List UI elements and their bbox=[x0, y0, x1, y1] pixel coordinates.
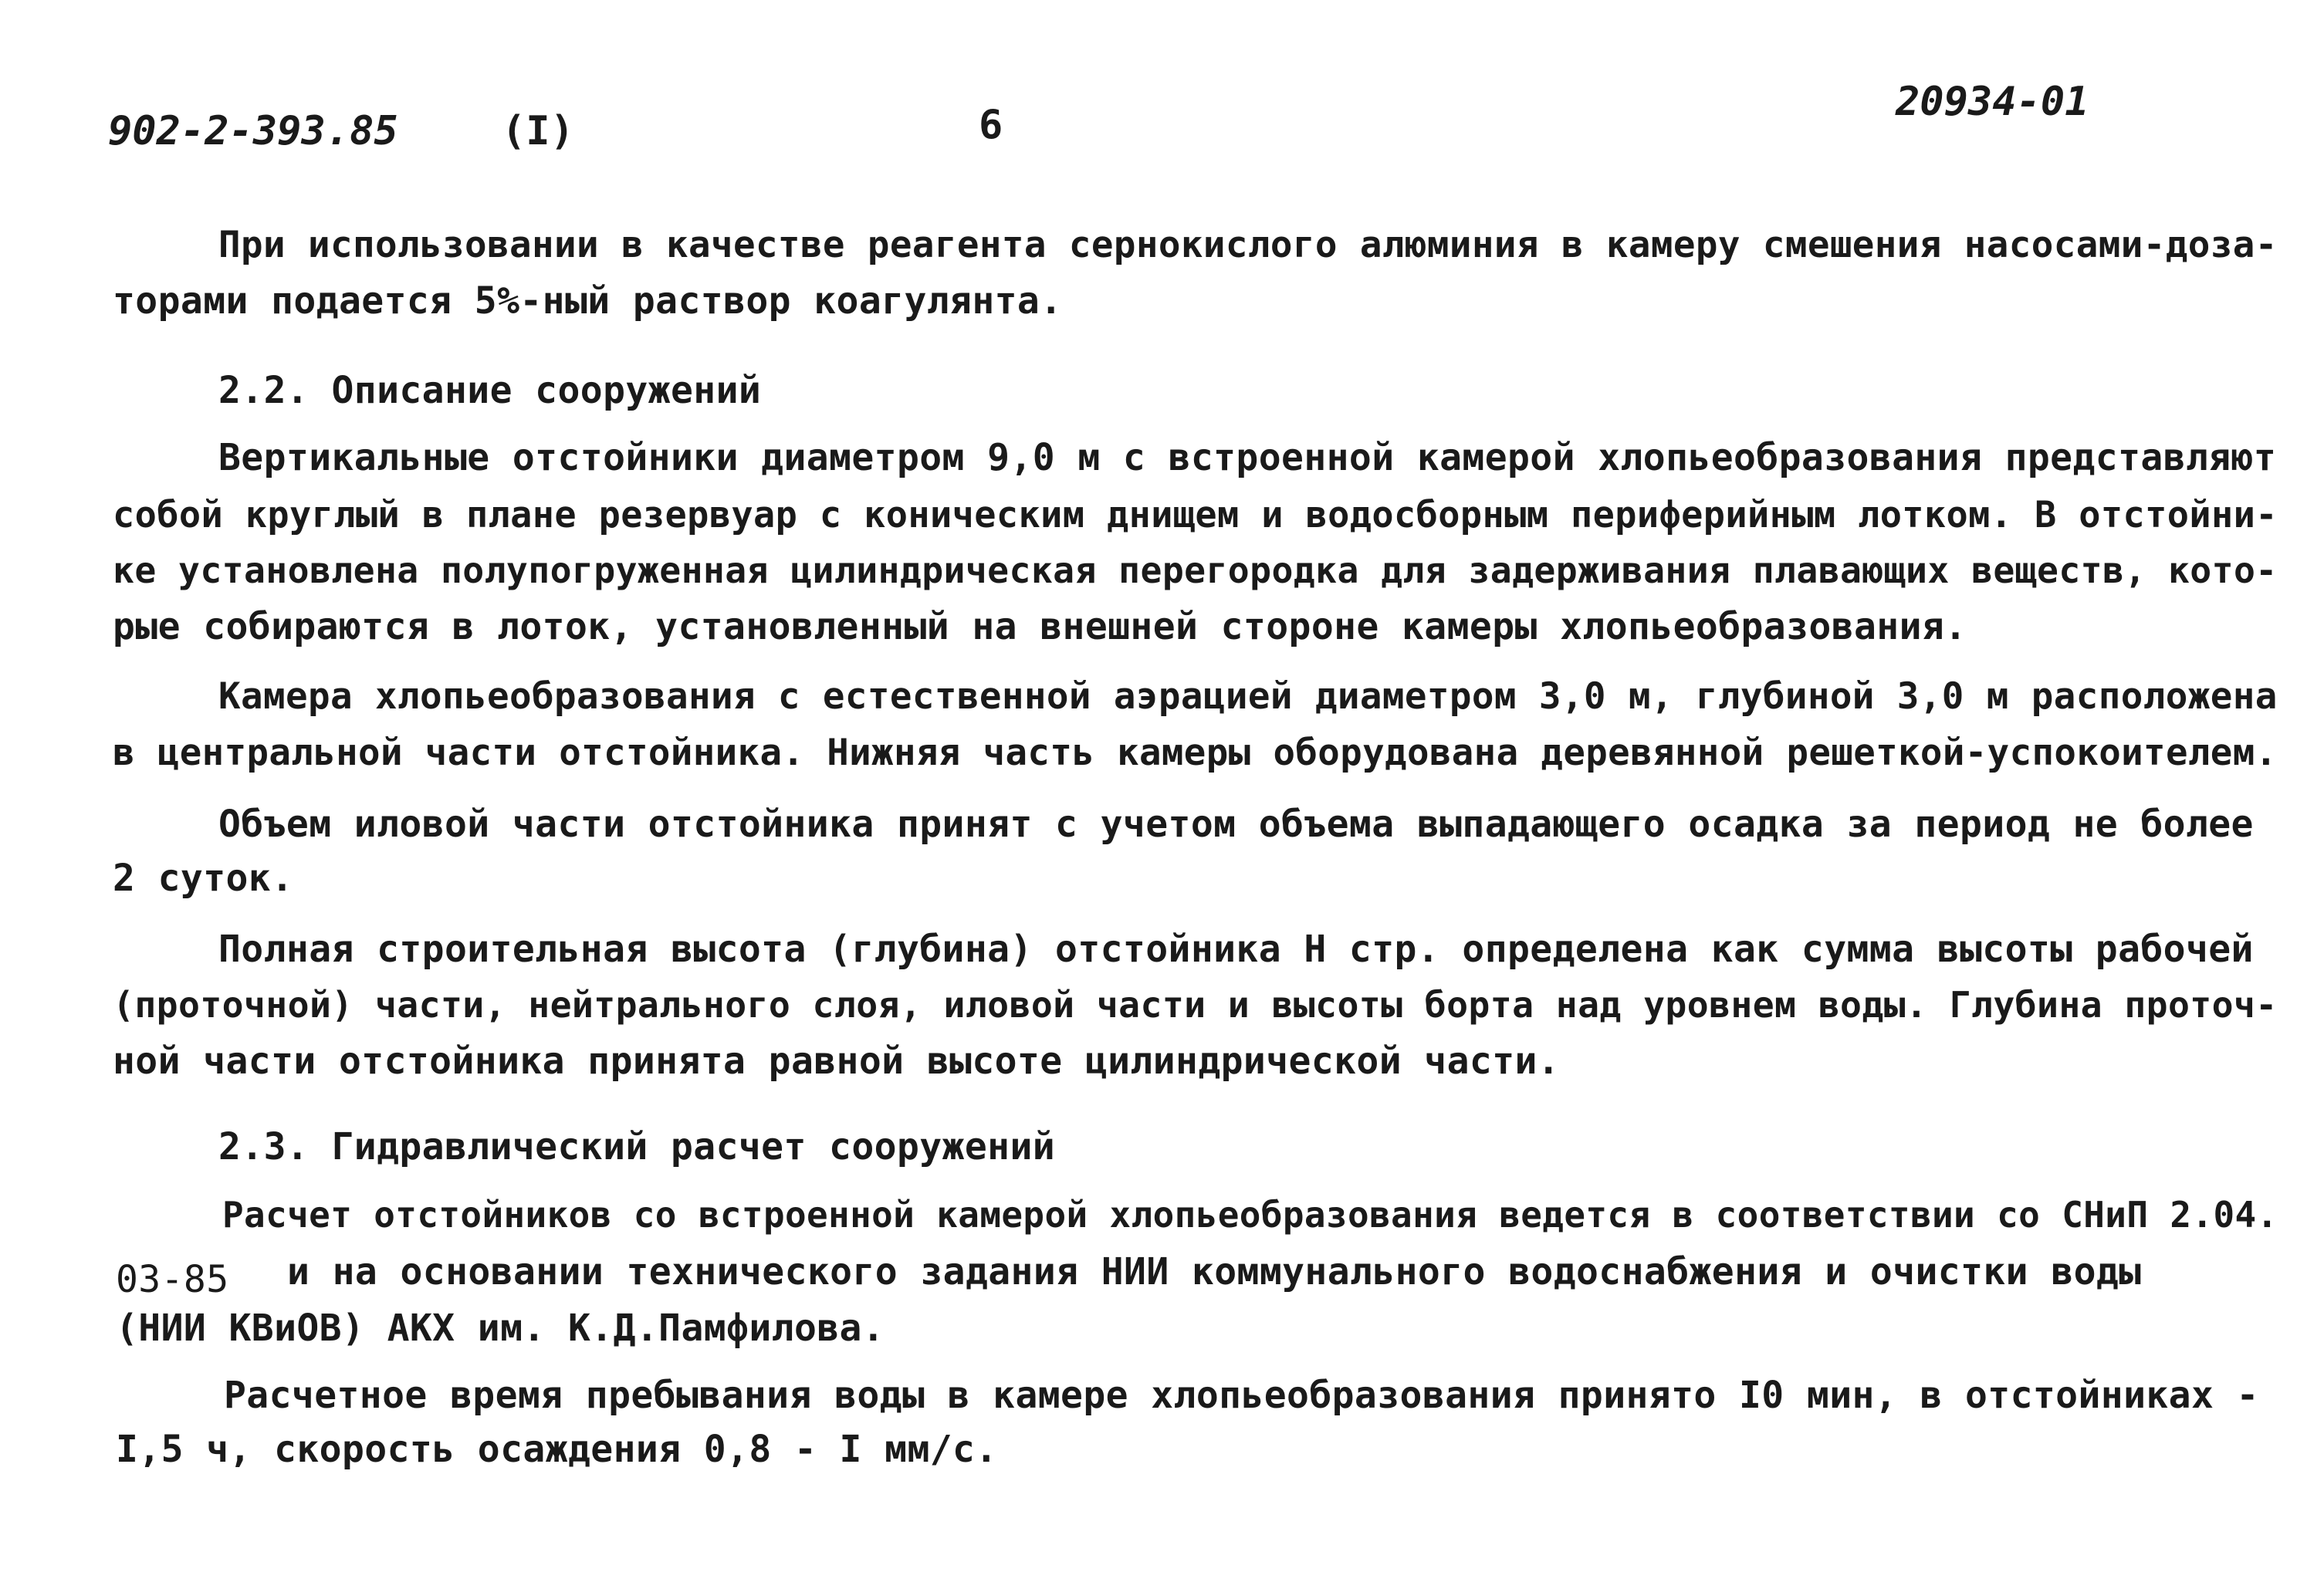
p2-line-3: ке установлена полупогруженная цилиндрическая перегородка для задерживания плавающих веществ, кото- bbox=[113, 549, 2278, 591]
doc-part: (I) bbox=[502, 108, 574, 154]
p6-line-2: и на основании технического задания НИИ коммунального водоснабжения и очистки воды bbox=[287, 1250, 2142, 1293]
archive-number: 20934-01 bbox=[1896, 79, 2089, 125]
p5-line-2: (проточной) части, нейтрального слоя, иловой части и высоты борта над уровнем воды. Глубина проточ- bbox=[113, 984, 2278, 1026]
p1-line-2: торами подается 5%-ный раствор коагулянта. bbox=[113, 279, 1063, 323]
p2-line-2: собой круглый в плане резервуар с коническим днищем и водосборным периферийным лотком. В отстойни- bbox=[113, 494, 2278, 536]
p3-line-1: Камера хлопьеобразования с естественной аэрацией диаметром 3,0 м, глубиной 3,0 м расположена bbox=[218, 675, 2278, 718]
p7-line-2: I,5 ч, скорость осаждения 0,8 - I мм/с. bbox=[116, 1428, 998, 1471]
p5-line-1: Полная строительная высота (глубина) отстойника Н стр. определена как сумма высоты рабочей bbox=[218, 928, 2254, 971]
p2-line-1: Вертикальные отстойники диаметром 9,0 м с встроенной камерой хлопьеобразования представляют bbox=[218, 436, 2277, 479]
section-heading-2-2: 2.2. Описание сооружений bbox=[218, 369, 762, 412]
p4-line-2: 2 суток. bbox=[113, 857, 294, 900]
p5-line-3: ной части отстойника принята равной высоте цилиндрической части. bbox=[113, 1040, 1561, 1083]
page-number: 6 bbox=[979, 102, 1003, 148]
section-heading-2-3: 2.3. Гидравлический расчет сооружений bbox=[218, 1125, 1056, 1168]
p2-line-4: рые собираются в лоток, установленный на внешней стороне камеры хлопьеобразования. bbox=[113, 605, 1967, 648]
p4-line-1: Объем иловой части отстойника принят с учетом объема выпадающего осадка за период не более bbox=[218, 803, 2254, 846]
p7-line-1: Расчетное время пребывания воды в камере хлопьеобразования принято I0 мин, в отстойниках - bbox=[224, 1374, 2259, 1417]
doc-code: 902-2-393.85 bbox=[108, 108, 398, 154]
p1-line-1: При использовании в качестве реагента сернокислого алюминия в камеру смешения насосами-доза- bbox=[218, 224, 2278, 266]
p6-snip-code: 03-85 bbox=[116, 1258, 229, 1301]
p6-line-3: (НИИ КВиОВ) АКХ им. К.Д.Памфилова. bbox=[116, 1307, 885, 1350]
p3-line-2: в центральной части отстойника. Нижняя часть камеры оборудована деревянной решеткой-успокоителем. bbox=[113, 732, 2278, 774]
p6-line-1: Расчет отстойников со встроенной камерой хлопьеобразования ведется в соответствии со СНиП 2.04. bbox=[222, 1194, 2278, 1236]
